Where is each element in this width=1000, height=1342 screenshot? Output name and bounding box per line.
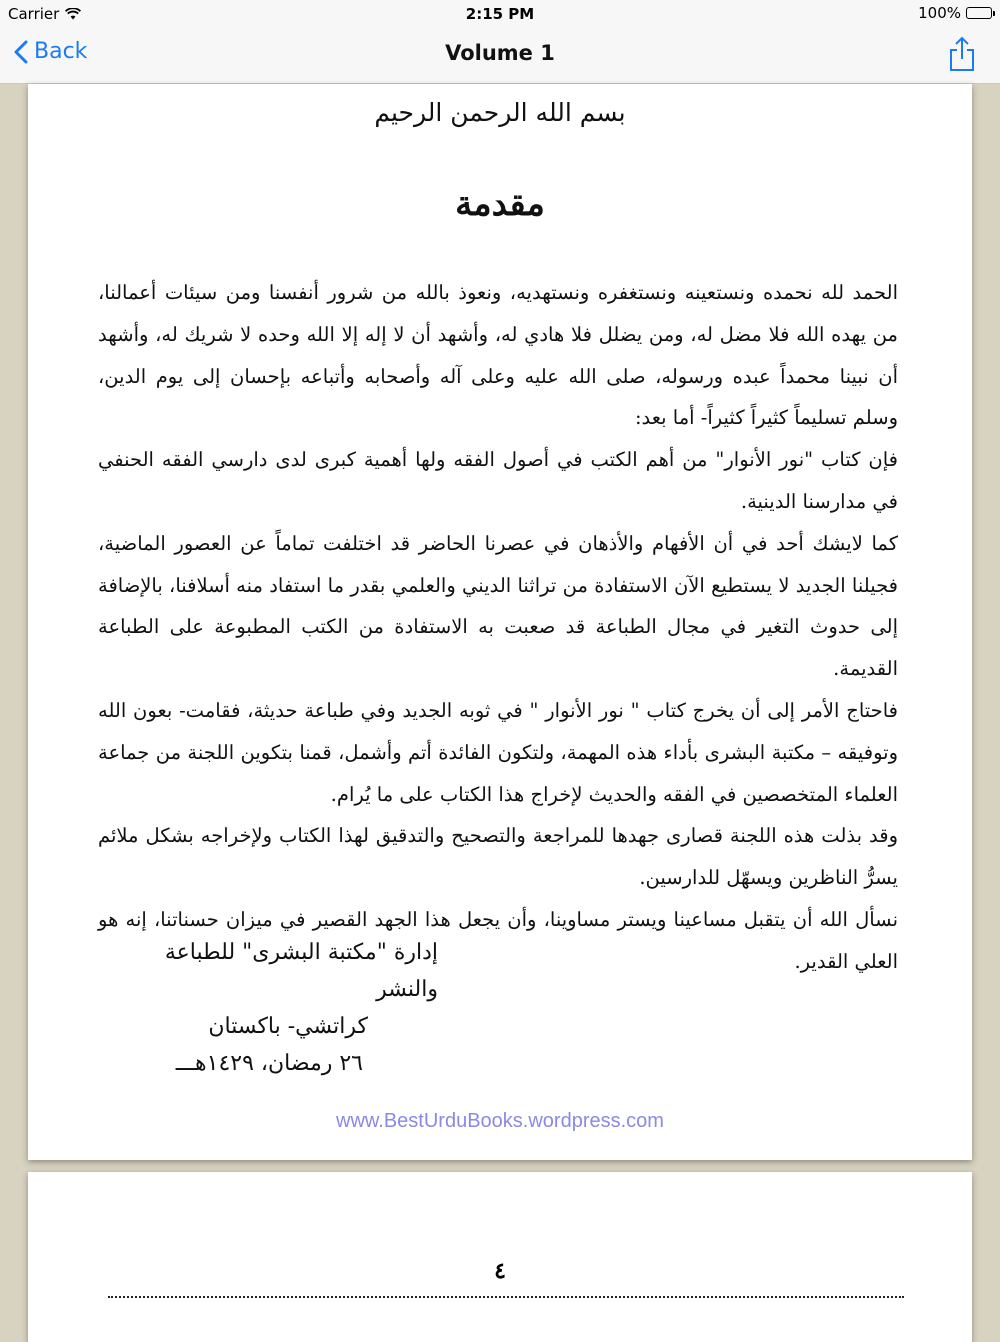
introduction-text bbox=[98, 272, 898, 983]
page-title: Volume 1 bbox=[445, 41, 555, 65]
paragraph: فاحتاج الأمر إلى أن يخرج كتاب " نور الأنوار " في ثوبه الجديد وفي طباعة حديثة، فقامت- بعون الله وتوفيقه – مكتبة البشرى بأداء هذه المهمة، ولتكون الفائدة أتم وأشمل، قمنا بتكوين اللجنة من جماعة العلماء المتخصصين في الفقه والحديث لإخراج هذا الكتاب على ما يُرام. bbox=[98, 698, 898, 806]
section-heading: مقدمة bbox=[455, 184, 545, 224]
paragraph: الحمد لله نحمده ونستعينه ونستغفره ونستهديه، ونعوذ بالله من شرور أنفسنا ومن سيئات أعمالنا، من يهده الله فلا مضل له، ومن يضلل فلا هادي له، وأشهد أن لا إله إلا الله وحده لا شريك له، وأشهد أن نبينا محمداً عبده ورسوله، صلى الله عليه وعلى آله وأصحابه وأتباعه بإحسان إلى يوم الدين، وسلم تسليماً كثيراً كثيراً- أما بعد: bbox=[98, 281, 898, 430]
book-page[interactable] bbox=[28, 84, 972, 1160]
battery-percent: 100% bbox=[918, 4, 961, 22]
paragraph: كما لايشك أحد في أن الأفهام والأذهان في عصرنا الحاضر قد اختلفت تماماً عن العصور الماضية، فجيلنا الجديد لا يستطيع الآن الاستفادة من تراثنا الديني والعلمي بقدر ما استفاد منه أسلافنا، بالإضافة إلى حدوث التغير في مجال الطباعة قد صعبت به الاستفادة من الكتب المطبوعة على الطباعة القديمة. bbox=[98, 531, 898, 681]
page-divider bbox=[108, 1296, 904, 1298]
publisher-signature bbox=[128, 934, 438, 1082]
website-watermark: www.BestUrduBooks.wordpress.com bbox=[336, 1110, 664, 1132]
signature-line: إدارة "مكتبة البشرى" للطباعة والنشر bbox=[164, 940, 438, 1002]
battery-indicator bbox=[918, 4, 992, 22]
back-label: Back bbox=[34, 39, 88, 64]
clock: 2:15 PM bbox=[465, 5, 535, 23]
battery-icon bbox=[966, 7, 992, 19]
signature-date: ٢٦ رمضان، ١٤٢٩هـــ bbox=[175, 1051, 363, 1076]
status-bar bbox=[0, 0, 1000, 28]
signature-line: كراتشي- باكستان bbox=[208, 1014, 368, 1039]
paragraph: فإن كتاب "نور الأنوار" من أهم الكتب في أصول الفقه ولها أهمية كبرى لدى دارسي الفقه الحنفي في مدارسنا الدينية. bbox=[98, 448, 898, 513]
navigation-bar bbox=[0, 28, 1000, 84]
bismillah: بسم الله الرحمن الرحيم bbox=[374, 98, 626, 127]
page-number: ٤ bbox=[494, 1258, 506, 1284]
share-icon bbox=[948, 36, 976, 72]
share-button[interactable] bbox=[948, 36, 976, 76]
carrier-label: Carrier bbox=[8, 5, 60, 23]
paragraph: نسأل الله أن يتقبل مساعينا ويستر مساوينا، وأن يجعل هذا الجهد القصير في ميزان حسناتنا، إنه هو العلي القدير. bbox=[98, 907, 898, 973]
book-page-next[interactable] bbox=[28, 1172, 972, 1342]
paragraph: وقد بذلت هذه اللجنة قصارى جهدها للمراجعة والتصحيح والتدقيق لهذا الكتاب ولإخراجه بشكل ملائم يسرُّ الناظرين ويسهّل للدارسين. bbox=[98, 824, 898, 890]
